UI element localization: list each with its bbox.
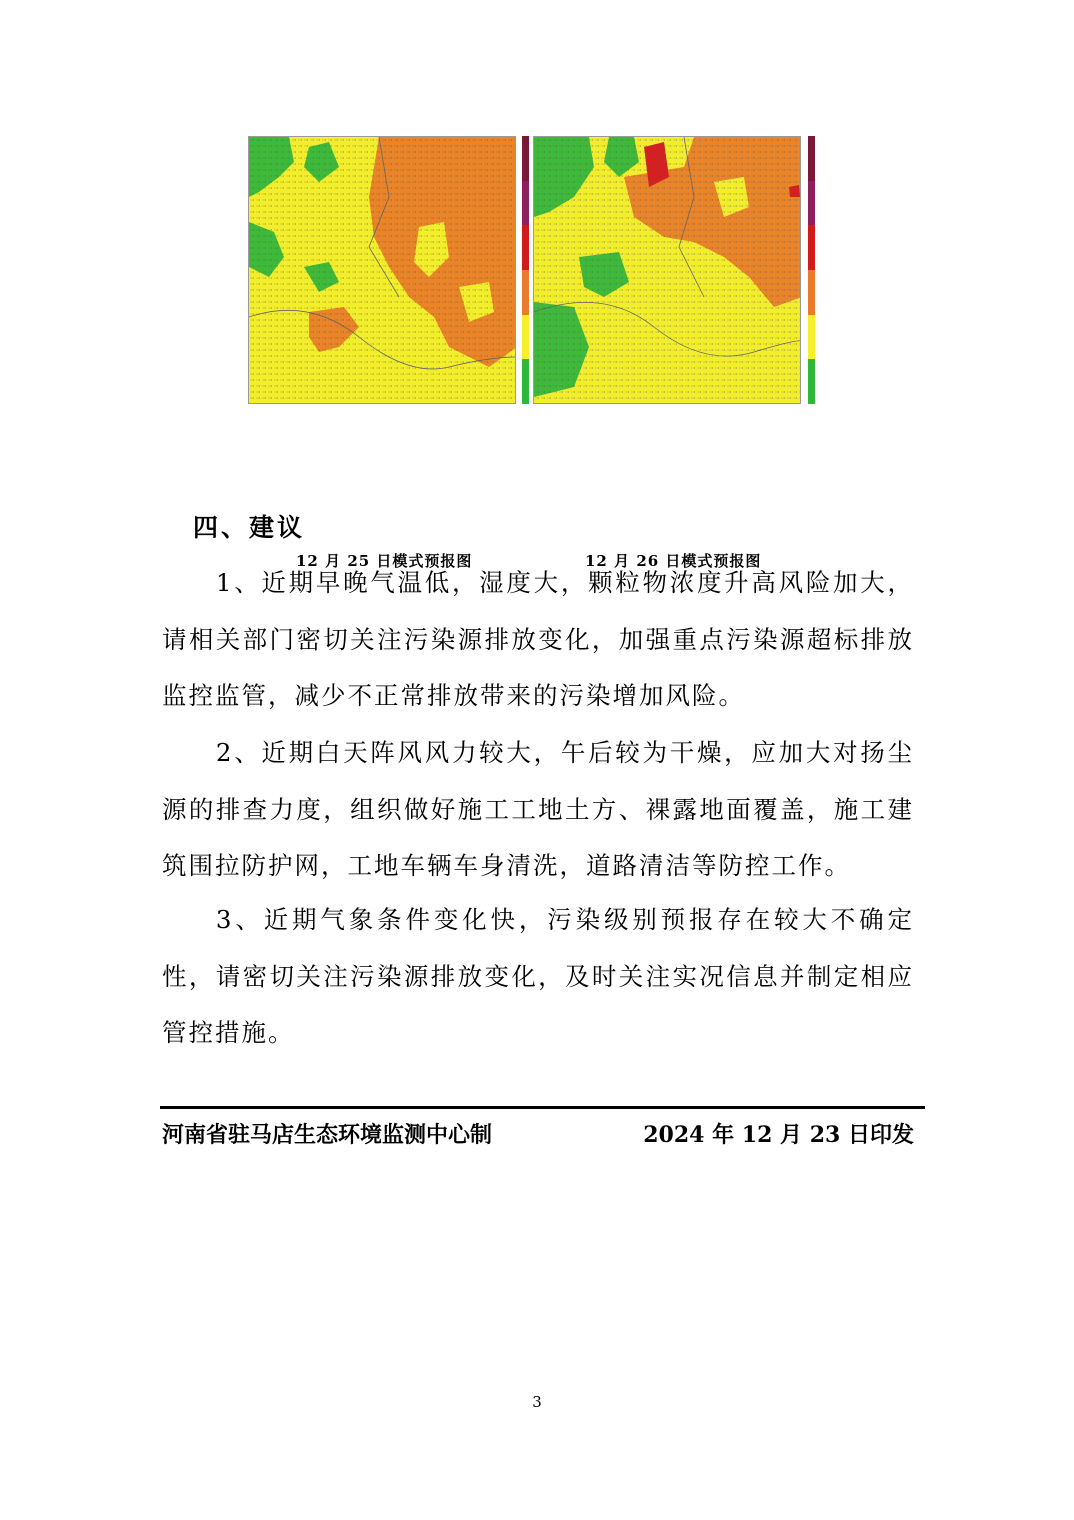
forecast-map-dec26 — [533, 136, 801, 404]
page-number: 3 — [532, 1393, 542, 1411]
paragraph: 3、近期气象条件变化快，污染级别预报存在较大不确定性，请密切关注污染源排放变化，及时关注实况信息并制定相应管控措施。 — [162, 905, 914, 1047]
colorbar — [808, 136, 815, 404]
figure-caption: 12 月 25 日模式预报图 — [296, 552, 473, 570]
figure-caption: 12 月 26 日模式预报图 — [585, 552, 762, 570]
paragraph: 1、近期早晚气温低，湿度大，颗粒物浓度升高风险加大，请相关部门密切关注污染源排放变化，加强重点污染源超标排放监控监管，减少不正常排放带来的污染增加风险。 — [162, 568, 914, 710]
issuer: 河南省驻马店生态环境监测中心制 — [162, 1122, 493, 1148]
colorbar — [522, 136, 529, 404]
issue-date: 2024 年 12 月 23 日印发 — [643, 1122, 914, 1148]
footer-rule — [160, 1106, 925, 1109]
paragraph: 2、近期白天阵风风力较大，午后较为干燥，应加大对扬尘源的排查力度，组织做好施工工地土方、裸露地面覆盖，施工建筑围拉防护网，工地车辆车身清洗，道路清洁等防控工作。 — [162, 738, 914, 880]
forecast-map-dec25 — [248, 136, 516, 404]
section-heading: 四、建议 — [193, 513, 306, 542]
